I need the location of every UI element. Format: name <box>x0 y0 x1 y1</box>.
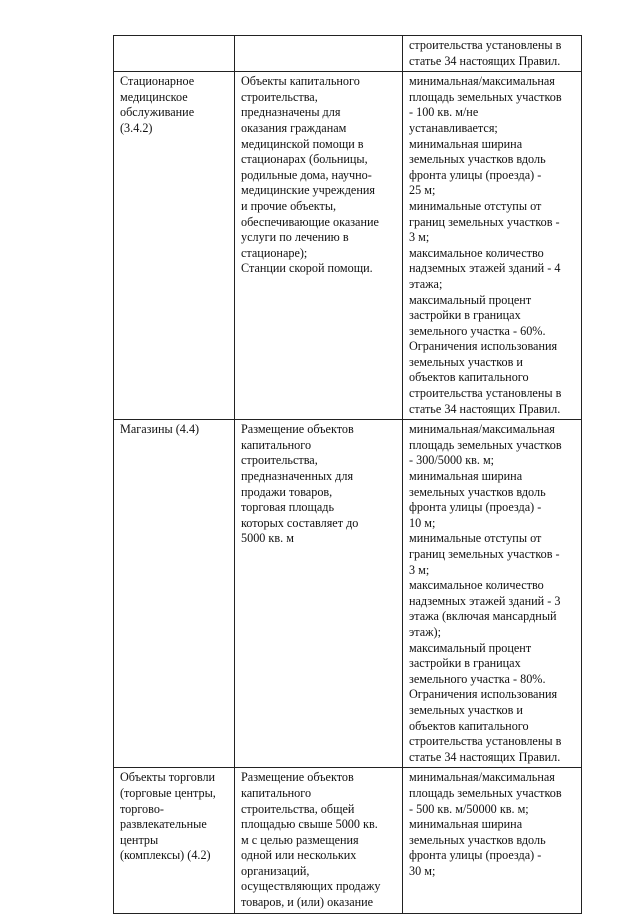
parameters-cell: минимальная/максимальная площадь земельных участков - 500 кв. м/50000 кв. м; минимальная ширина земельных участков вдоль фронта улицы (проезда) - 30 м; <box>403 768 582 913</box>
description-cell: Размещение объектов капитального строительства, общей площадью свыше 5000 кв. м с целью размещения одной или нескольких организаций, осуществляющих продажу товаров, и (или) оказание <box>235 768 403 913</box>
use-type-cell <box>114 36 235 72</box>
table-row <box>114 420 582 768</box>
parameters-cell: минимальная/максимальная площадь земельных участков - 100 кв. м/не устанавливается; минимальная ширина земельных участков вдоль фронта улицы (проезда) - 25 м; минимальные отступы от границ земельных участков - 3 м; максимальное количество надземных этажей зданий - 4 этажа; максимальный процент застройки в границах земельного участка - 60%. Ограничения использования земельных участков и объектов капитального строительства установлены в статье 34 настоящих Правил. <box>403 72 582 420</box>
parameters-cell: минимальная/максимальная площадь земельных участков - 300/5000 кв. м; минимальная ширина земельных участков вдоль фронта улицы (проезда) - 10 м; минимальные отступы от границ земельных участков - 3 м; максимальное количество надземных этажей зданий - 3 этажа (включая мансардный этаж); максимальный процент застройки в границах земельного участка - 80%. Ограничения использования земельных участков и объектов капитального строительства установлены в статье 34 настоящих Правил. <box>403 420 582 768</box>
parameters-cell: строительства установлены в статье 34 настоящих Правил. <box>403 36 582 72</box>
table-row <box>114 768 582 913</box>
description-cell: Объекты капитального строительства, предназначены для оказания гражданам медицинской помощи в стационарах (больницы, родильные дома, научно- медицинские учреждения и прочие объекты, обеспечивающие оказание услуги по лечению в стационаре); Станции скорой помощи. <box>235 72 403 420</box>
use-type-cell: Объекты торговли (торговые центры, торгово- развлекательные центры (комплексы) (4.2) <box>114 768 235 913</box>
table-row <box>114 36 582 72</box>
land-use-table <box>113 35 582 914</box>
use-type-cell: Стационарное медицинское обслуживание (3.4.2) <box>114 72 235 420</box>
table-row <box>114 72 582 420</box>
description-cell <box>235 36 403 72</box>
use-type-cell: Магазины (4.4) <box>114 420 235 768</box>
description-cell: Размещение объектов капитального строительства, предназначенных для продажи товаров, торговая площадь которых составляет до 5000 кв. м <box>235 420 403 768</box>
